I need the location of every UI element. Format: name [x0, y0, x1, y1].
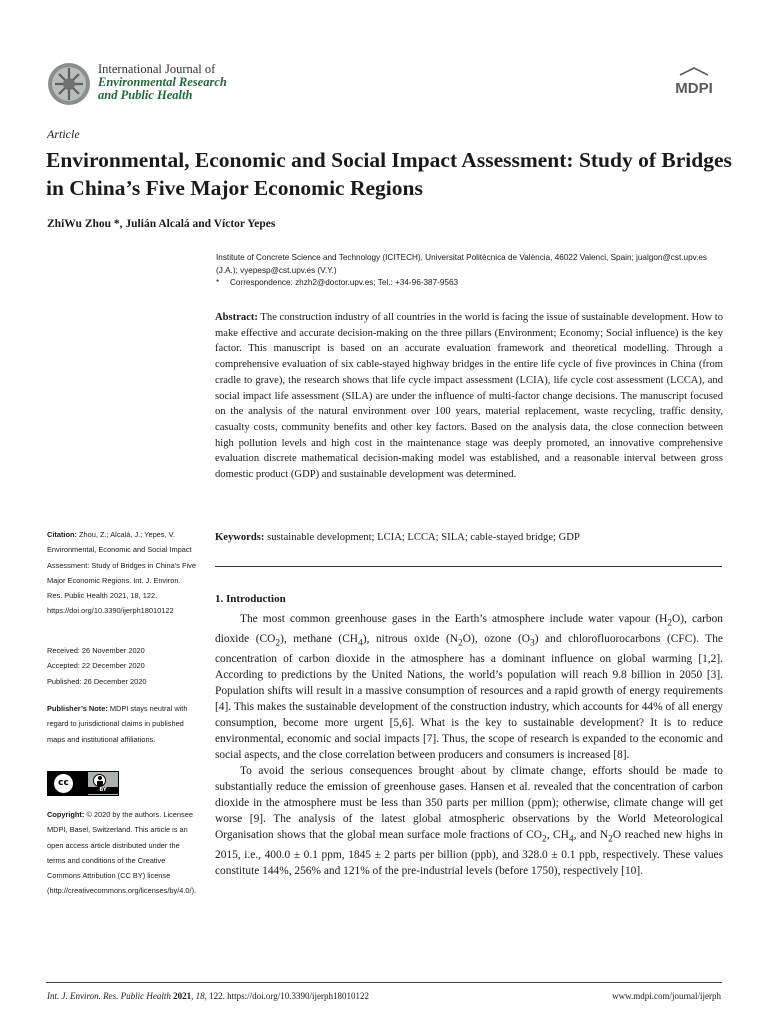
published-date: Published: 26 December 2020: [47, 676, 147, 686]
keywords-label: Keywords:: [215, 532, 265, 543]
intro-p1-text-d: ), nitrous oxide (N: [362, 633, 459, 646]
subscript: 2: [608, 834, 613, 845]
subscript: 2: [275, 638, 281, 649]
publication-dates: [47, 643, 197, 689]
footer-journal-url[interactable]: www.mdpi.com/journal/ijerph: [612, 991, 721, 1001]
journal-name: [98, 63, 227, 102]
mdpi-logo: [667, 66, 721, 100]
citation-block: [47, 527, 197, 619]
subscript: 2: [667, 618, 673, 629]
intro-p1-text-c: ), methane (CH: [280, 633, 359, 646]
publisher-note-label: Publisher’s Note:: [47, 704, 108, 713]
subscript: 4: [568, 834, 574, 845]
citation-text: Zhou, Z.; Alcalá, J.; Yepes, V. Environmental, Economic and Social Impact Assessment: Study of Bridges in China’s Five Major Economic Regions. Int. J. Environ. Res. Public Health 2021, 18, 122. https://doi.org/10.3390/ijerph18010122: [47, 530, 196, 616]
intro-p2-text-c: , and N: [573, 828, 609, 841]
intro-p2-text-d: O reached new highs in 2015, i.e., 400.0 ± 0.1 ppm, 1845 ± 2 parts per billion (ppb), and 328.0 ± 0.1 ppb, respectively. These values constitute 144%, 256% and 121% of the pre-industrial levels (before 1750), respectively [10].: [215, 828, 724, 878]
subscript: 2: [541, 834, 547, 845]
journal-logo: [47, 62, 91, 106]
section-divider: [215, 566, 722, 567]
journal-name-line3: and Public Health: [98, 88, 193, 102]
article-type: Article: [47, 127, 80, 141]
correspondence-mark: *: [216, 278, 220, 287]
subscript: 2: [458, 638, 463, 649]
abstract: [215, 310, 723, 483]
intro-paragraph-1: [215, 612, 723, 764]
publisher-note: [47, 701, 197, 747]
keywords: [215, 531, 723, 545]
copyright-label: Copyright:: [47, 810, 85, 819]
intro-p1-text-f: ) and chlorofluorocarbons (CFC). The concentration of carbon dioxide in the atmosphere has a dominant influence on global warming [1,2]. According to predictions by the United Nations, the world’s population will reach 9.8 billion in 2050 [3]. Population shifts will result in a massive consumption of resources and a rapid growth of energy requirements [4]. This makes the sustainable development of the construction industry, which accounts for 44% of all energy consumption, become more urgent [5,6]. What is the key to sustainable development? It is to reduce environmental, economic and social impacts [7]. Thus, the scope of research is expanded to the economic and social aspects, and the close correlation between producers and consumers is increased [8].: [215, 633, 723, 762]
abstract-text: The construction industry of all countries in the world is facing the issue of sustainable development. How to make effective and accurate decision-making on the three pillars (Environment; Economy; Social influence) is the key factor. This manuscript is based on an accurate evaluation framework and theoretical modelling. Through a comprehensive evaluation of six cable-stayed highway bridges in the entire life cycle of five provinces in China (from cradle to grave), the research shows that life cycle impact assessment (LCIA), life cycle cost assessment (LCCA), and social impact life assessment (SILA) are under the influence of multi-factor change decisions. The manuscript focused on the analysis of the natural environment over 100 years, material replacement, waste recycling, traffic density, casualty costs, community benefits and other key factors. Based on the analysis data, the close connection between high pollution levels and high cost in the maintenance stage was deeply promoted, an innovative comprehensive evaluation discrete mathematical decision-making model was established, and a reasonable interval between gross domestic product (GDP) and sustainable development was determined.: [215, 312, 723, 481]
by-label: BY: [88, 787, 118, 794]
copyright-block: [47, 807, 197, 899]
received-date: Received: 26 November 2020: [47, 646, 145, 655]
subscript: 4: [358, 638, 363, 649]
copyright-text: © 2020 by the authors. Licensee MDPI, Basel, Switzerland. This article is an open access article distributed under the terms and conditions of the Creative Commons Attribution (CC BY) license (http://creativecommons.org/licenses/by/4.0/).: [47, 810, 197, 896]
footer-year: 2021: [173, 991, 192, 1001]
article-title: Environmental, Economic and Social Impact Assessment: Study of Bridges in China’s Five Major Economic Regions: [46, 148, 732, 200]
journal-name-line2: Environmental Research: [98, 75, 227, 89]
intro-p1-text-a: The most common greenhouse gases in the Earth’s atmosphere include water vapour (H: [240, 613, 668, 625]
footer-volume: 18: [195, 991, 205, 1001]
cc-by-license-badge[interactable]: [47, 771, 119, 796]
intro-p2-text-a: To avoid the serious consequences brought about by climate change, efforts should be made to substantially reduce the emission of greenhouse gases. Hansen et al. revealed that the concentration of carbon dioxide in the atmosphere must be less than 350 parts per million (ppm); otherwise, climate change will get worse [9]. The analysis of the latest global atmospheric observations by the World Meteorological Organisation shows that the global mean surface mole fractions of CO: [215, 765, 723, 841]
attribution-icon: [93, 774, 106, 787]
footer-journal: Int. J. Environ. Res. Public Health: [47, 991, 171, 1001]
journal-name-line1: International Journal of: [98, 62, 216, 76]
cc-icon: cc: [54, 774, 73, 793]
intro-p1-text-b: O), carbon dioxide (CO: [215, 613, 723, 646]
footer-citation: Int. J. Environ. Res. Public Health 2021, 18, 122. https://doi.org/10.3390/ijerph18010122: [47, 991, 369, 1001]
citation-label: Citation:: [47, 530, 77, 539]
accepted-date: Accepted: 22 December 2020: [47, 661, 145, 671]
intro-p2-text-b: , CH: [546, 828, 569, 841]
correspondence: Correspondence: zhzh2@doctor.upv.es; Tel.: +34-96-387-9563: [230, 278, 459, 287]
footer-divider: [46, 982, 722, 983]
introduction-body: [215, 612, 723, 880]
affiliation-block: [216, 252, 724, 290]
subscript: 3: [529, 638, 535, 649]
abstract-label: Abstract:: [215, 312, 258, 323]
publisher-wordmark: MDPI: [675, 80, 713, 97]
author-list: ZhiWu Zhou *, Julián Alcalá and Víctor Yepes: [47, 218, 276, 230]
intro-paragraph-2: [215, 764, 723, 880]
footer-doi[interactable]: , 122. https://doi.org/10.3390/ijerph18010122: [204, 991, 369, 1001]
keywords-text: sustainable development; LCIA; LCCA; SILA; cable-stayed bridge; GDP: [267, 532, 580, 543]
section-heading: 1. Introduction: [215, 593, 286, 605]
intro-p1-text-e: O), ozone (O: [462, 633, 530, 646]
correspondence-line: [216, 277, 724, 290]
affiliation: Institute of Concrete Science and Technology (ICITECH), Universitat Politècnica de València, 46022 Valenci, Spain; jualgon@cst.upv.es (J.A.); vyepesp@cst.upv.es (V.Y.): [216, 253, 708, 275]
publisher-note-text: MDPI stays neutral with regard to jurisdictional claims in published maps and institutional affiliations.: [47, 704, 188, 744]
